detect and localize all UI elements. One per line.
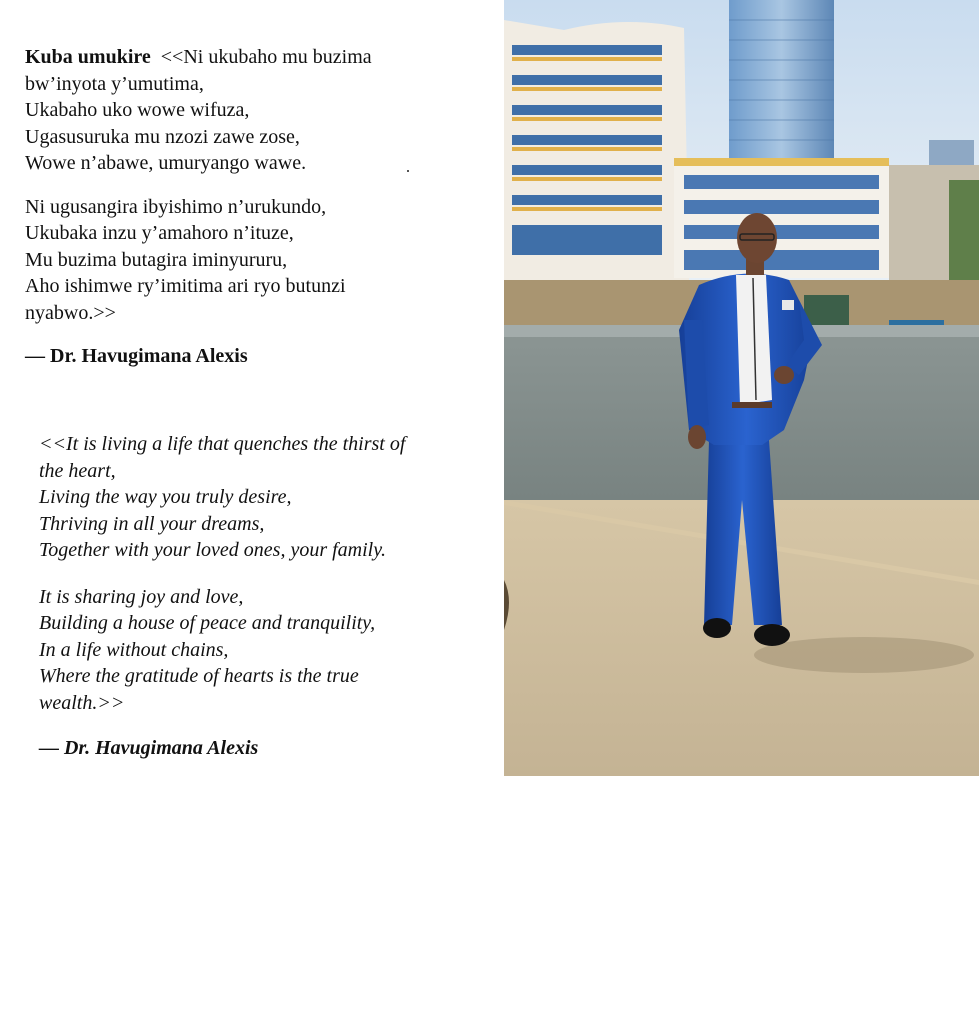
kinyarwanda-stanza-2	[25, 194, 495, 327]
english-stanza-2	[39, 584, 494, 717]
stray-dot	[407, 170, 409, 172]
poem-line: <<Ni ukubaho mu buzima	[160, 46, 372, 68]
english-poem	[39, 431, 494, 762]
poem-line: Aho ishimwe ry’imitima ari ryo butunzi	[25, 275, 346, 297]
poem-line: Ugasusuruka mu nzozi zawe zose,	[25, 125, 300, 148]
poem-line: <<It is living a life that quenches the thirst of	[39, 433, 406, 455]
poem-line: Thriving in all your dreams,	[39, 512, 265, 535]
portrait-photo	[504, 0, 979, 776]
tree	[949, 180, 979, 280]
poem-line: the heart,	[39, 459, 116, 482]
poem-line: Ukubaka inzu y’amahoro n’ituze,	[25, 222, 294, 244]
kinyarwanda-poem	[25, 44, 495, 370]
poem-line: wealth.>>	[39, 691, 125, 714]
poem-line: Building a house of peace and tranquility,	[39, 612, 376, 634]
kinyarwanda-first-line	[25, 44, 495, 71]
poem-line: Ukabaho uko wowe wifuza,	[25, 99, 250, 121]
poem-title: Kuba umukire	[25, 46, 151, 68]
photo-illustration	[504, 0, 979, 776]
poem-line: It is sharing joy and love,	[39, 585, 244, 608]
poem-line: Ni ugusangira ibyishimo n’urukundo,	[25, 195, 327, 218]
poem-line: bw’inyota y’umutima,	[25, 72, 204, 95]
poem-line: Wowe n’abawe, umuryango wawe.	[25, 152, 307, 174]
poem-line: In a life without chains,	[39, 638, 229, 661]
poem-line: Together with your loved ones, your family.	[39, 539, 387, 561]
poem-author: — Dr. Havugimana Alexis	[39, 737, 259, 759]
poem-line: Where the gratitude of hearts is the true	[39, 665, 359, 687]
poem-line: nyabwo.>>	[25, 301, 116, 324]
poem-line: Mu buzima butagira iminyururu,	[25, 248, 288, 271]
poem-author: — Dr. Havugimana Alexis	[25, 345, 248, 367]
poem-line: Living the way you truly desire,	[39, 486, 292, 508]
